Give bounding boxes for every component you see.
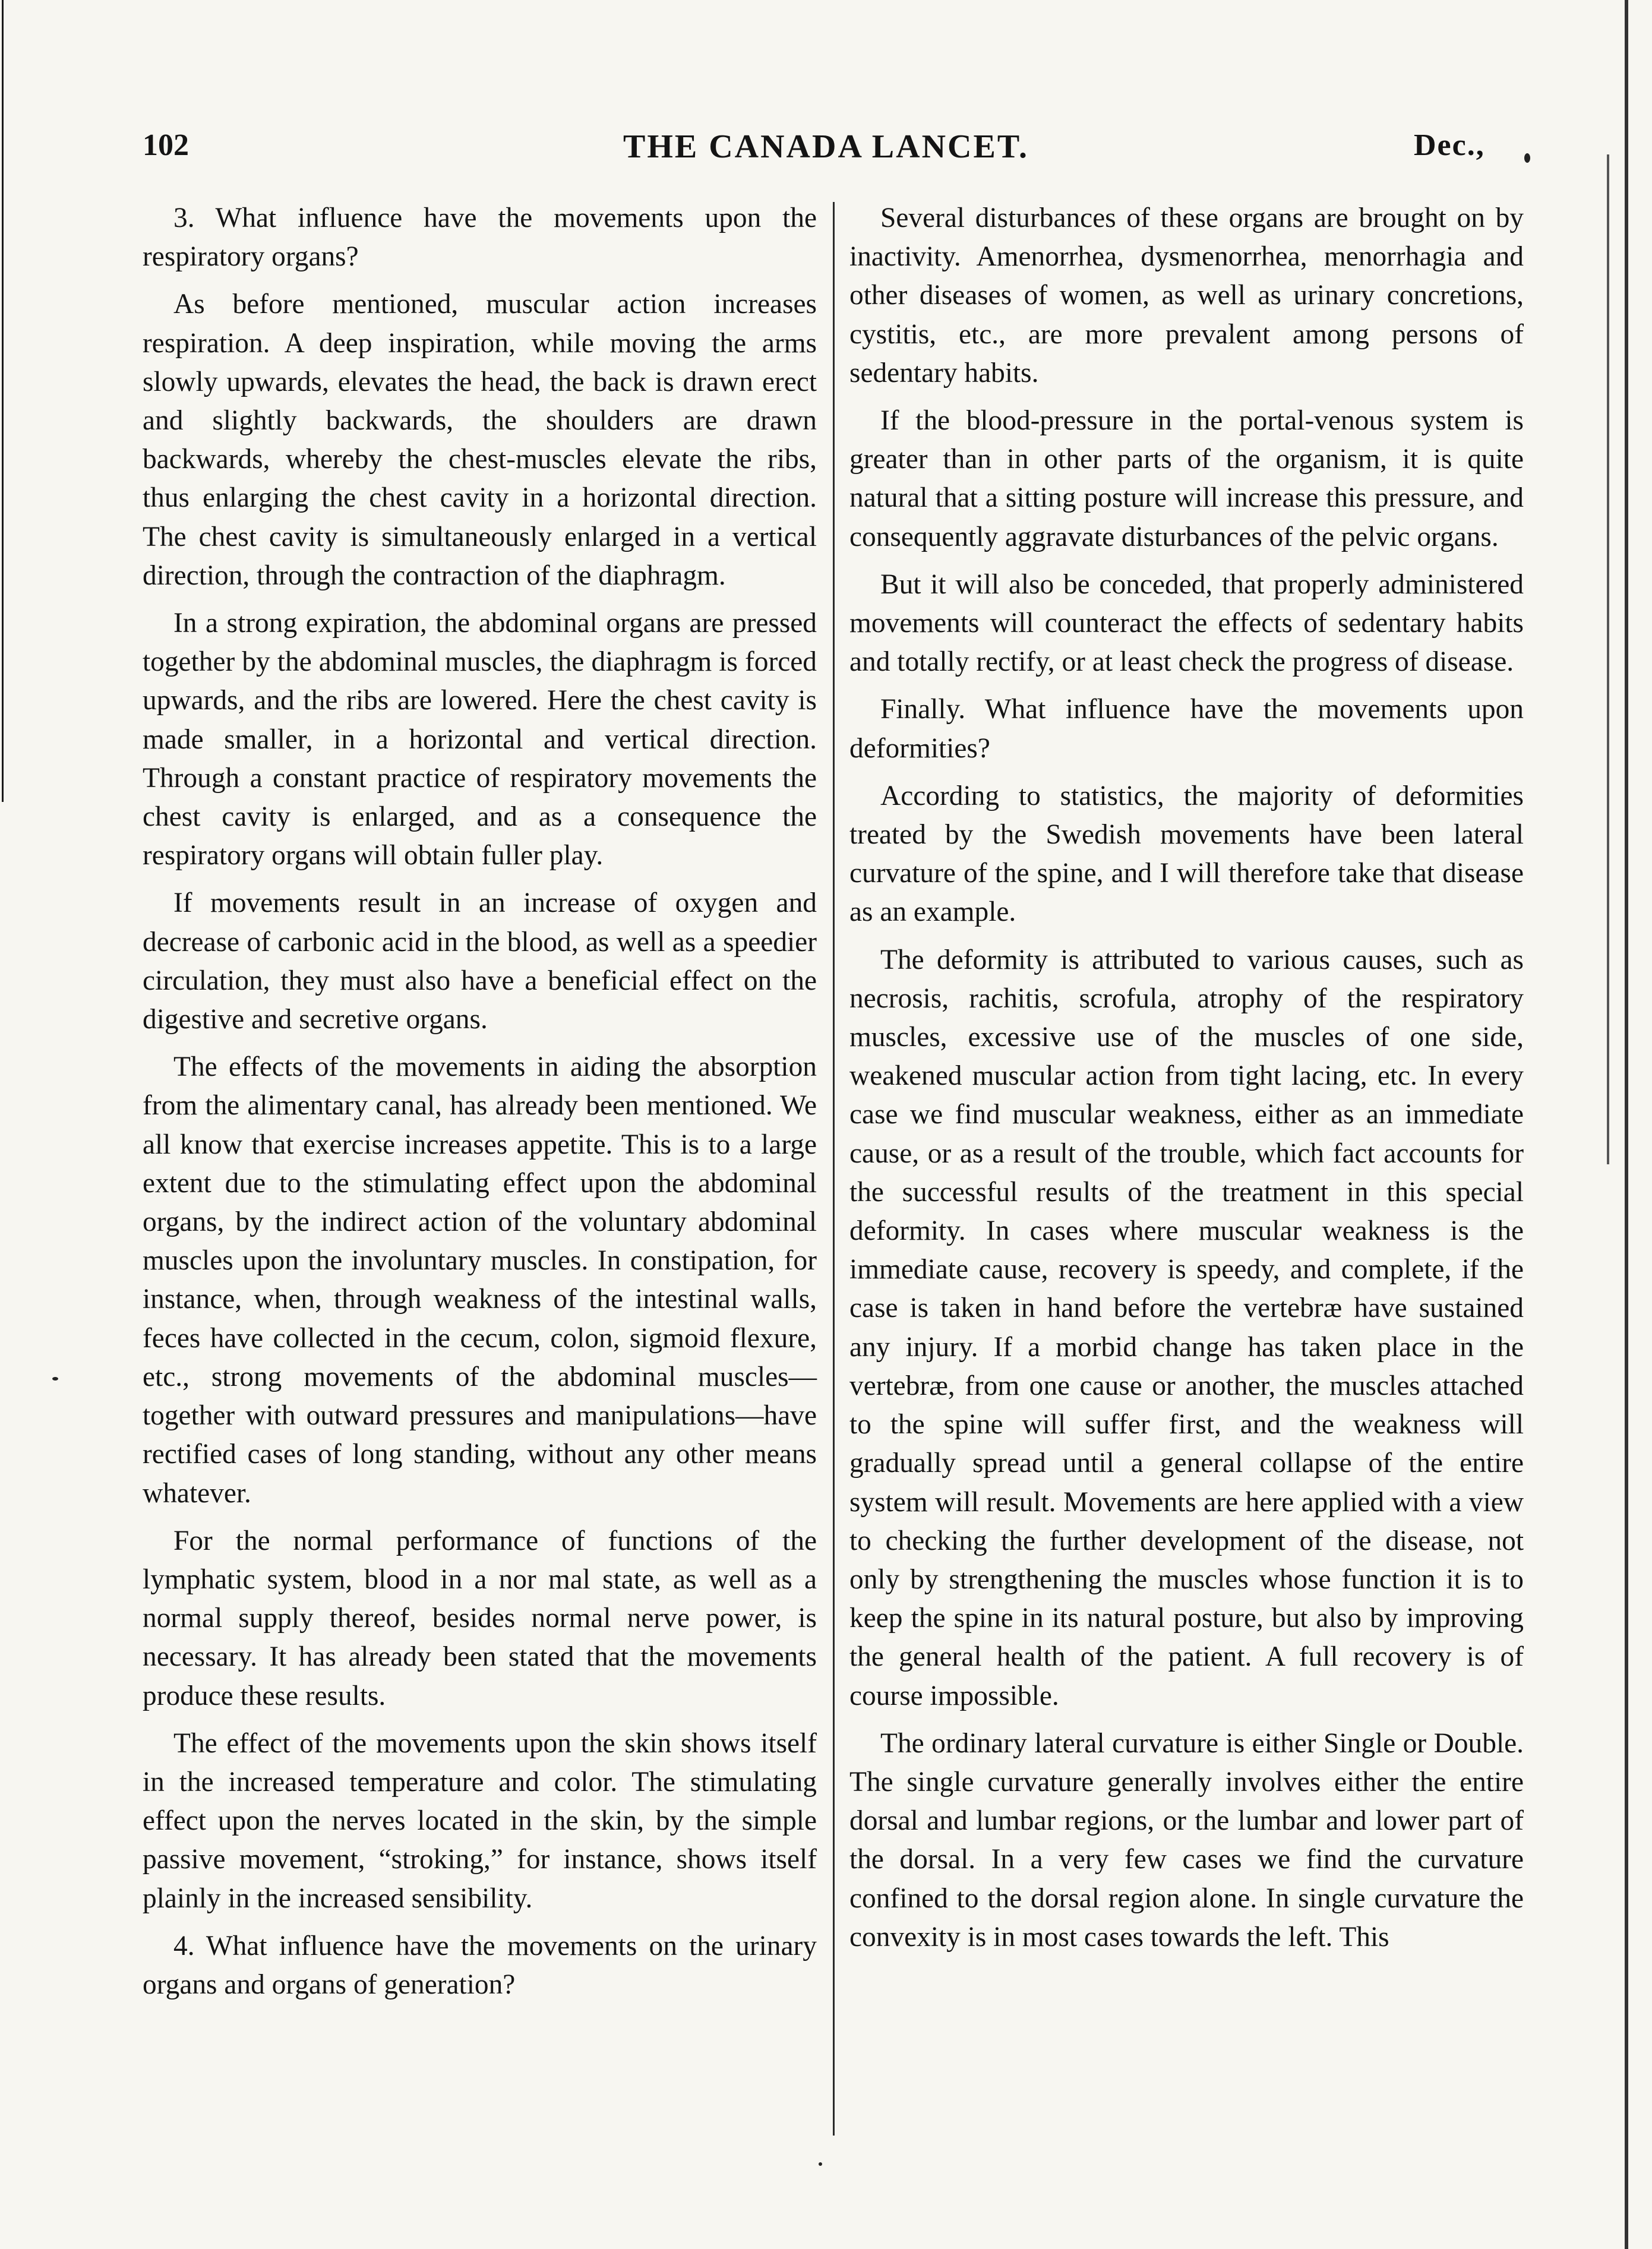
paragraph: The deformity is attributed to various causes, such as necrosis, rachitis, scrofula, atrophy of the respiratory muscles, excessive use of the muscles of one side, weakened muscular action from tight lacing, etc. In every case we find muscular weakness, either as an immediate cause, or as a result of the trouble, which fact accounts for the successful results of the treatment in this special deformity. In cases where muscular weakness is the immediate cause, recovery is speedy, and complete, if the case is taken in hand before the vertebræ have sustained any injury. If a morbid change has taken place in the vertebræ, from one cause or another, the muscles attached to the spine will suffer first, and the weakness will gradually spread until a general collapse of the entire system will result. Movements are here applied with a view to checking the further development of the disease, not only by strengthening the muscles whose function it is to keep the spine in its natural posture, but also by improving the general health of the patient. A full recovery is of course impossible. [849,944,1524,1711]
paragraph: If the blood-pressure in the portal-venous system is greater than in other parts of the organism, it is quite natural that a sitting posture will increase this pressure, and consequently aggravate disturbances of the pelvic organs. [849,405,1524,552]
paragraph: But it will also be conceded, that properly administered movements will counteract the effects of sedentary habits and totally rectify, or at least check the progress of disease. [849,568,1524,678]
paragraph: The effect of the movements upon the skin shows itself in the increased temperature and color. The stimulating effect upon the nerves located in the skin, by the simple passive movement, “stroking,” for instance, shows itself plainly in the increased sensibility. [143,1727,817,1914]
journal-title: THE CANADA LANCET. [623,128,1029,165]
paragraph: As before mentioned, muscular action increases respiration. A deep inspiration, while moving the arms slowly upwards, elevates the head, the back is drawn erect and slightly backwards, the shoulders are drawn backwards, whereby the chest-muscles elevate the ribs, thus enlarging the chest cavity in a horizontal direction. The chest cavity is simultaneously enlarged in a vertical direction, through the contraction of the diaphragm. [143,289,817,591]
margin-mark [819,2162,822,2166]
right-column [849,199,1524,1966]
margin-mark [52,1377,58,1381]
left-column [143,199,817,2013]
issue-month: Dec., [1414,128,1485,162]
paragraph: If movements result in an increase of oxygen and decrease of carbonic acid in the blood, as well as a speedier circulation, they must also have a beneficial effect on the digestive and secretive organs. [143,887,817,1035]
paragraph: The ordinary lateral curvature is either Single or Double. The single curvature generally involves either the entire dorsal and lumbar regions, or the lumbar and lower part of the dorsal. In a very few cases we find the curvature confined to the dorsal region alone. In single curvature the convexity is in most cases towards the left. This [849,1727,1524,1953]
paragraph: Finally. What influence have the movements upon deformities? [849,694,1524,764]
paragraph: For the normal performance of functions of the lymphatic system, blood in a nor mal state, as well as a normal supply thereof, besides normal nerve power, is necessary. It has already been stated that the movements produce these results. [143,1525,817,1711]
paragraph: The effects of the movements in aiding the absorption from the alimentary canal, has already been mentioned. We all know that exercise increases appetite. This is to a large extent due to the stimulating effect upon the abdominal organs, by the indirect action of the voluntary abdominal muscles upon the involuntary muscles. In constipation, for instance, when, through weakness of the intestinal walls, feces have collected in the cecum, colon, sigmoid flexure, etc., strong movements of the abdominal muscles—together with outward pressures and manipulations—have rectified cases of long standing, without any other means whatever. [143,1051,817,1509]
running-head [0,128,1652,181]
paragraph: According to statistics, the majority of deformities treated by the Swedish movements have been lateral curvature of the spine, and I will therefore take that disease as an example. [849,780,1524,928]
paragraph: Several disturbances of these organs are brought on by inactivity. Amenorrhea, dysmenorrhea, menorrhagia and other diseases of women, as well as urinary concretions, cystitis, etc., are more prevalent among persons of sedentary habits. [849,203,1524,388]
paragraph: 3. What influence have the movements upon the respiratory organs? [143,203,817,273]
page-number: 102 [143,128,189,162]
scan-edge-line-left [2,0,4,802]
scan-edge-line-right [1625,0,1628,2249]
paragraph: 4. What influence have the movements on the urinary organs and organs of generation? [143,1930,817,2000]
paragraph: In a strong expiration, the abdominal organs are pressed together by the abdominal muscles, the diaphragm is forced upwards, and the ribs are lowered. Here the chest cavity is made smaller, in a horizontal and vertical direction. Through a constant practice of respiratory movements the chest cavity is enlarged, and as a consequence the respiratory organs will obtain fuller play. [143,608,817,871]
column-divider [833,202,835,2136]
scan-edge-line-right-inner [1607,154,1609,1164]
